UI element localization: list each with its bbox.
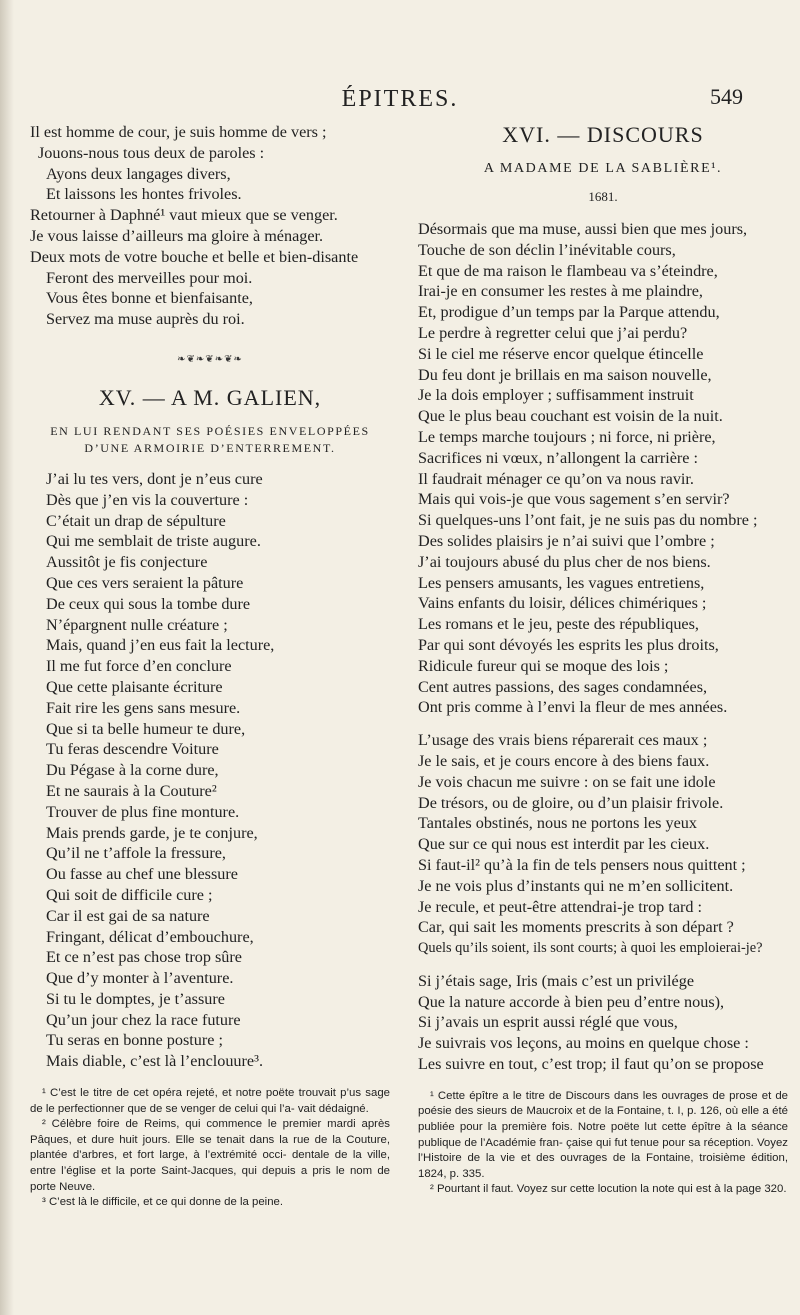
verse-line: Feront des merveilles pour moi. <box>46 268 253 287</box>
verse-line: Je suivrais vos leçons, au moins en quelque chose : <box>418 1034 749 1053</box>
verse-line: Que sur ce qui nous est interdit par les cieux. <box>418 835 710 854</box>
section-xv-subtitle-line-1: EN LUI RENDANT SES POÉSIES ENVELOPPÉES <box>50 423 370 438</box>
verse-line: Quels qu’ils soient, ils sont courts; à quoi les emploierai-je? <box>418 940 763 957</box>
footnote: ² Pourtant il faut. Voyez sur cette locution la note qui est à la page 320. <box>430 1183 787 1196</box>
verse-line: Si j’avais un esprit aussi réglé que vous, <box>418 1013 678 1032</box>
verse-line: Si le ciel me réserve encor quelque étincelle <box>418 344 704 363</box>
verse-line: Je ne vois plus d’instants qui ne m’en sollicitent. <box>418 876 734 895</box>
verse-line: Des solides plaisirs je n’ai suivi que l’ombre ; <box>418 531 715 550</box>
left-footnotes <box>30 1086 390 1211</box>
verse-line: Qui me semblait de triste augure. <box>46 532 261 551</box>
verse-line: Désormais que ma muse, aussi bien que mes jours, <box>418 220 748 238</box>
verse-line: Si quelques-uns l’ont fait, je ne suis pas du nombre ; <box>418 511 758 530</box>
poem-xvi-stanza-2 <box>418 730 788 959</box>
verse-line: Irai-je en consumer les restes à me plaindre, <box>418 282 703 301</box>
verse-line: Fringant, délicat d’embouchure, <box>46 927 254 946</box>
verse-line: Les pensers amusants, les vagues entretiens, <box>418 573 705 592</box>
verse-line: Trouver de plus fine monture. <box>46 802 240 821</box>
verse-line: Qui soit de difficile cure ; <box>46 885 213 904</box>
verse-line: Le perdre à regretter celui que j’ai perdu? <box>418 323 688 342</box>
poem-xiv-ending <box>30 122 390 330</box>
section-xvi-subtitle: A MADAME DE LA SABLIÈRE¹. <box>483 161 723 176</box>
section-ornament: ❧❦❧❦❧❦❧ <box>177 353 243 365</box>
verse-line: Du feu dont je brillais en ma saison nouvelle, <box>418 365 712 384</box>
verse-line: De ceux qui sous la tombe dure <box>46 594 251 613</box>
verse-line: Que le plus beau couchant est voisin de la nuit. <box>418 407 723 426</box>
verse-line: Cent autres passions, des sages condamnées, <box>418 677 708 696</box>
running-head: ÉPITRES. <box>341 86 459 112</box>
verse-line: Vous êtes bonne et bienfaisante, <box>46 289 253 308</box>
verse-line: De trésors, ou de gloire, ou d’un plaisir frivole. <box>418 793 724 812</box>
footnote: ¹ C’est le titre de cet opéra rejeté, et notre poëte trouvait p’us sage de le perfectionner que de se venger de celui qui l’a- vait dédaigné. <box>30 1087 390 1115</box>
verse-line: Il me fut force d’en conclure <box>46 657 232 676</box>
section-xv-title: XV. — A M. GALIEN, <box>98 384 322 410</box>
verse-line: Si j’étais sage, Iris (mais c’est un privilége <box>418 971 695 990</box>
verse-line: Les romans et le jeu, peste des républiques, <box>418 615 699 634</box>
verse-line: N’épargnent nulle créature ; <box>46 615 228 634</box>
right-footnotes <box>418 1089 788 1198</box>
verse-line: Mais prends garde, je te conjure, <box>46 823 258 842</box>
verse-line: Et ne saurais à la Couture² <box>46 781 217 800</box>
verse-line: Je le sais, et je cours encore à des biens faux. <box>418 751 710 770</box>
verse-line: Tu feras descendre Voiture <box>46 740 219 759</box>
page-number: 549 <box>710 84 743 109</box>
footnote: ² Célèbre foire de Reims, qui commence le premier mardi après Pâques, et dure huit jours. Elle se tenait dans la rue de la Couture, plantée d’arbres, et fort large, à l’extrémité occi- dentale de la ville, entre l’église et la porte Saint-Jacques, qui depuis a pris le nom de porte Neuve. <box>30 1118 390 1193</box>
verse-line: Vains enfants du loisir, délices chimériques ; <box>418 594 707 613</box>
verse-line: Dès que j’en vis la couverture : <box>46 490 249 509</box>
verse-line: J’ai toujours abusé du plus cher de nos biens. <box>418 552 711 571</box>
right-column <box>418 122 788 1198</box>
section-xvi-date: 1681. <box>588 189 618 204</box>
verse-line: Il est homme de cour, je suis homme de vers ; <box>30 123 327 141</box>
verse-line: Sacrifices ni vœux, n’allongent la carrière : <box>418 448 699 467</box>
verse-line: Et ce n’est pas chose trop sûre <box>46 948 242 967</box>
footnote: ¹ Cette épître a le titre de Discours dans les ouvrages de prose et de poésie des sieurs de Maucroix et de la Fontaine, t. I, p. 126, où elle a été publiée pour la première fois. Notre poëte lut cette épître à la séance publique de l’Académie fran- çaise qui fut tenue pour sa réception. Voyez l’Histoire de la vie et des ouvrages de la Fontaine, troisième édition, 1824, p. 335. <box>418 1089 788 1180</box>
verse-line: Servez ma muse auprès du roi. <box>46 310 245 329</box>
verse-line: Si tu le domptes, je t’assure <box>46 989 225 1008</box>
verse-line: C’était un drap de sépulture <box>46 511 226 530</box>
verse-line: Je la dois employer ; suffisamment instruit <box>418 386 694 405</box>
verse-line: Mais, quand j’en eus fait la lecture, <box>46 636 275 655</box>
verse-line: Que la nature accorde à bien peu d’entre nous), <box>418 992 725 1011</box>
verse-line: Que d’y monter à l’aventure. <box>46 969 234 988</box>
verse-line: Que ces vers seraient la pâture <box>46 573 244 592</box>
verse-line: Par qui sont dévoyés les esprits les plus droits, <box>418 635 719 654</box>
verse-line: Deux mots de votre bouche et belle et bien-disante <box>30 247 359 266</box>
verse-line: Je vous laisse d’ailleurs ma gloire à ménager. <box>30 226 324 245</box>
section-xv-subtitle-line-2: D’UNE ARMOIRIE D’ENTERREMENT. <box>84 440 336 455</box>
verse-line: Ridicule fureur qui se moque des lois ; <box>418 656 669 675</box>
poem-xv <box>30 469 390 1072</box>
verse-line: Les suivre en tout, c’est trop; il faut qu’on se propose <box>418 1055 764 1074</box>
gutter-shadow <box>0 0 14 1315</box>
verse-line: Du Pégase à la corne dure, <box>46 761 219 780</box>
section-xvi-title: XVI. — DISCOURS <box>502 122 704 147</box>
poem-xvi-stanza-1 <box>418 219 788 718</box>
verse-line: Car, qui sait les moments prescrits à son départ ? <box>418 918 734 937</box>
verse-line: Aussitôt je fis conjecture <box>46 553 208 572</box>
verse-line: J’ai lu tes vers, dont je n’eus cure <box>46 469 263 488</box>
poem-xvi-stanza-3 <box>418 971 788 1075</box>
verse-line: Tantales obstinés, nous ne portons les yeux <box>418 814 697 833</box>
verse-line: Touche de son déclin l’inévitable cours, <box>418 240 676 259</box>
verse-line: Ou fasse au chef une blessure <box>46 865 238 884</box>
footnote: ³ C’est là le difficile, et ce qui donne de la peine. <box>42 1196 284 1209</box>
verse-line: Le temps marche toujours ; ni force, ni prière, <box>418 427 716 446</box>
verse-line: Que cette plaisante écriture <box>46 677 223 696</box>
verse-line: Et laissons les hontes frivoles. <box>46 185 242 204</box>
verse-line: Car il est gai de sa nature <box>46 906 210 925</box>
verse-line: Je vois chacun me suivre : on se fait une idole <box>418 772 716 791</box>
verse-line: Il faudrait ménager ce qu’on va nous ravir. <box>418 469 694 488</box>
verse-line: L’usage des vrais biens réparerait ces maux ; <box>418 731 708 750</box>
section-xv-subtitle <box>30 423 390 457</box>
verse-line: Si faut-il² qu’à la fin de tels pensers nous quittent ; <box>418 855 746 874</box>
verse-line: Que si ta belle humeur te dure, <box>46 719 246 738</box>
left-column <box>30 122 390 1211</box>
verse-line: Mais qui vois-je que vous sagement s’en servir? <box>418 490 730 509</box>
verse-line: Je recule, et peut-être attendrai-je trop tard : <box>418 897 703 916</box>
verse-line: Tu seras en bonne posture ; <box>46 1031 223 1050</box>
verse-line: Ont pris comme à l’envi la fleur de mes années. <box>418 698 728 717</box>
verse-line: Qu’un jour chez la race future <box>46 1010 241 1029</box>
verse-line: Jouons-nous tous deux de paroles : <box>38 143 265 162</box>
verse-line: Fait rire les gens sans mesure. <box>46 698 241 717</box>
verse-line: Mais diable, c’est là l’enclouure³. <box>46 1052 264 1071</box>
verse-line: Ayons deux langages divers, <box>46 164 231 183</box>
verse-line: Et, prodigue d’un temps par la Parque attendu, <box>418 303 720 322</box>
verse-line: Retourner à Daphné¹ vaut mieux que se venger. <box>30 206 338 225</box>
verse-line: Et que de ma raison le flambeau va s’éteindre, <box>418 261 718 280</box>
verse-line: Qu’il ne t’affole la fressure, <box>46 844 226 863</box>
